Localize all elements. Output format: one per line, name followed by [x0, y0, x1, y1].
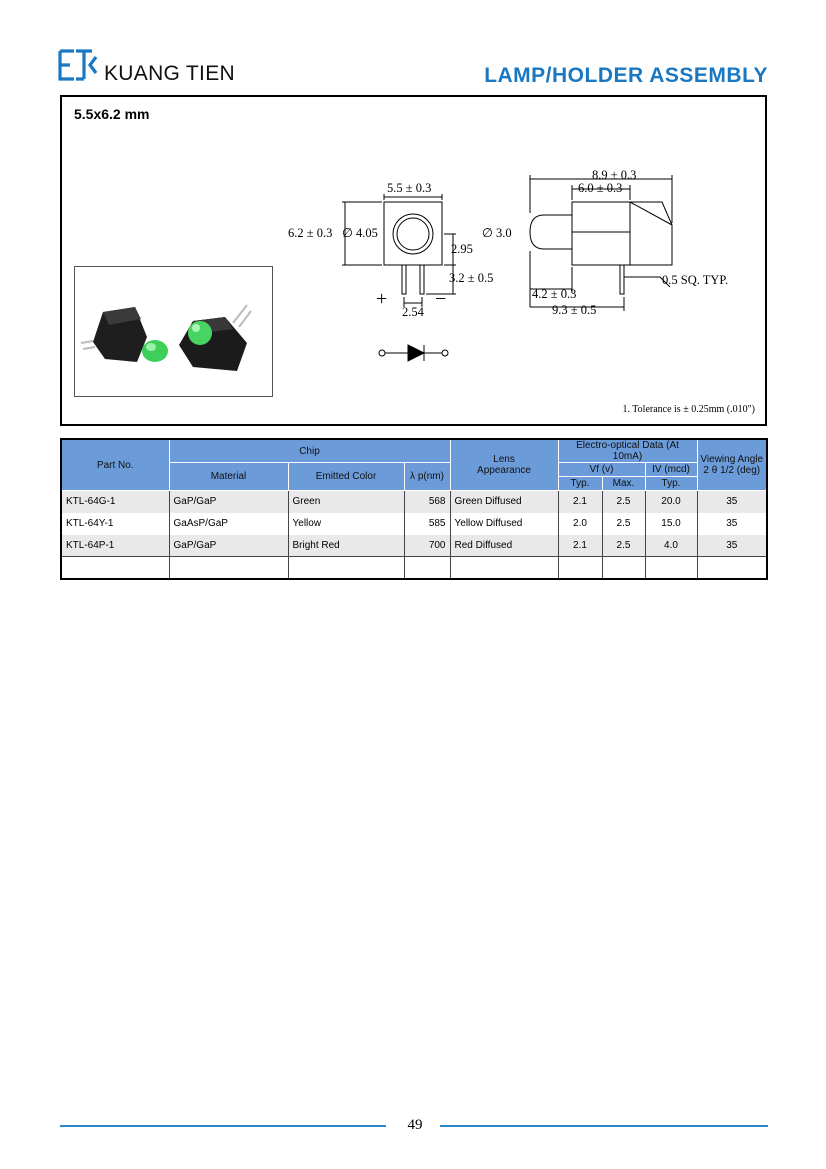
front-pitch-dim: 2.54: [402, 305, 424, 319]
cell-vf-max: 2.5: [602, 513, 645, 535]
polarity-minus: −: [435, 288, 447, 310]
page-title: LAMP/HOLDER ASSEMBLY: [484, 64, 768, 87]
header-chip: Chip: [169, 439, 450, 463]
table-row-empty: [61, 557, 767, 579]
header-viewing-angle-line2: 2 θ 1/2 (deg): [703, 465, 761, 476]
cell-material: GaP/GaP: [169, 491, 288, 513]
cell-material: GaAsP/GaP: [169, 513, 288, 535]
header-lens-line1: Lens: [493, 454, 515, 465]
cell-angle: 35: [697, 513, 767, 535]
cell-color: Green: [288, 491, 404, 513]
cell-material: GaP/GaP: [169, 535, 288, 557]
table-row: [61, 491, 767, 513]
front-offset-dim: 2.95: [451, 242, 473, 256]
cell-vf-typ: 2.0: [558, 513, 602, 535]
tolerance-note: 1. Tolerance is ± 0.25mm (.010"): [622, 404, 755, 415]
header-vf: Vf (v): [558, 463, 645, 477]
side-total-dim: 9.3 ± 0.5: [552, 303, 597, 317]
cell-color: Bright Red: [288, 535, 404, 557]
cell-lambda: 585: [404, 513, 450, 535]
cell-vf-typ: 2.1: [558, 491, 602, 513]
side-front-dim: 4.2 ± 0.3: [532, 287, 577, 301]
header-emitted-color: Emitted Color: [288, 463, 404, 491]
side-lens-dim: ∅ 3.0: [482, 226, 512, 240]
cell-lambda: 700: [404, 535, 450, 557]
header-viewing-angle: [697, 439, 767, 491]
side-body-dim: 6.0 ± 0.3: [578, 181, 623, 195]
cell-vf-typ: 2.1: [558, 535, 602, 557]
header-material: Material: [169, 463, 288, 491]
cell-lens: Green Diffused: [450, 491, 558, 513]
kuang-tien-logo: [58, 48, 98, 82]
diode-symbol: [379, 345, 448, 361]
page-number: 49: [407, 1117, 423, 1133]
cell-angle: 35: [697, 535, 767, 557]
table-row: [61, 535, 767, 557]
footer-rule-left: [60, 1125, 386, 1127]
mechanical-drawing-panel: [60, 95, 767, 426]
header-iv: IV (mcd): [645, 463, 697, 477]
polarity-plus: +: [376, 288, 388, 310]
cell-iv-typ: 15.0: [645, 513, 697, 535]
cell-angle: 35: [697, 491, 767, 513]
spec-table: [60, 438, 768, 580]
cell-lens: Red Diffused: [450, 535, 558, 557]
cell-lambda: 568: [404, 491, 450, 513]
cell-iv-typ: 20.0: [645, 491, 697, 513]
header-eo-data: Electro-optical Data (At 10mA): [558, 439, 697, 463]
cell-lens: Yellow Diffused: [450, 513, 558, 535]
cell-vf-max: 2.5: [602, 491, 645, 513]
header-iv-typ: Typ.: [645, 477, 697, 491]
front-lead-dim: 3.2 ± 0.5: [449, 271, 494, 285]
product-photo: [74, 266, 273, 397]
footer-rule-right: [440, 1125, 768, 1127]
front-width-dim: 5.5 ± 0.3: [387, 181, 432, 195]
side-lead-sq: 0.5 SQ. TYP.: [662, 273, 729, 287]
side-overall-dim: 8.9 ± 0.3: [592, 168, 637, 182]
size-label: 5.5x6.2 mm: [74, 106, 150, 122]
header-part-no: Part No.: [61, 439, 169, 491]
cell-part: KTL-64P-1: [61, 535, 169, 557]
cell-part: KTL-64G-1: [61, 491, 169, 513]
table-row: [61, 513, 767, 535]
cell-color: Yellow: [288, 513, 404, 535]
header-lens: [450, 439, 558, 491]
cell-iv-typ: 4.0: [645, 535, 697, 557]
header-lens-line2: Appearance: [477, 465, 531, 476]
front-height-dim: 6.2 ± 0.3: [288, 226, 333, 240]
brand-name: KUANG TIEN: [104, 62, 235, 85]
header-vf-typ: Typ.: [558, 477, 602, 491]
cell-vf-max: 2.5: [602, 535, 645, 557]
header-lambda: λ p(nm): [404, 463, 450, 491]
cell-part: KTL-64Y-1: [61, 513, 169, 535]
front-hole-dim: ∅ 4.05: [342, 226, 378, 240]
header-viewing-angle-line1: Viewing Angle: [700, 454, 764, 465]
header-vf-max: Max.: [602, 477, 645, 491]
